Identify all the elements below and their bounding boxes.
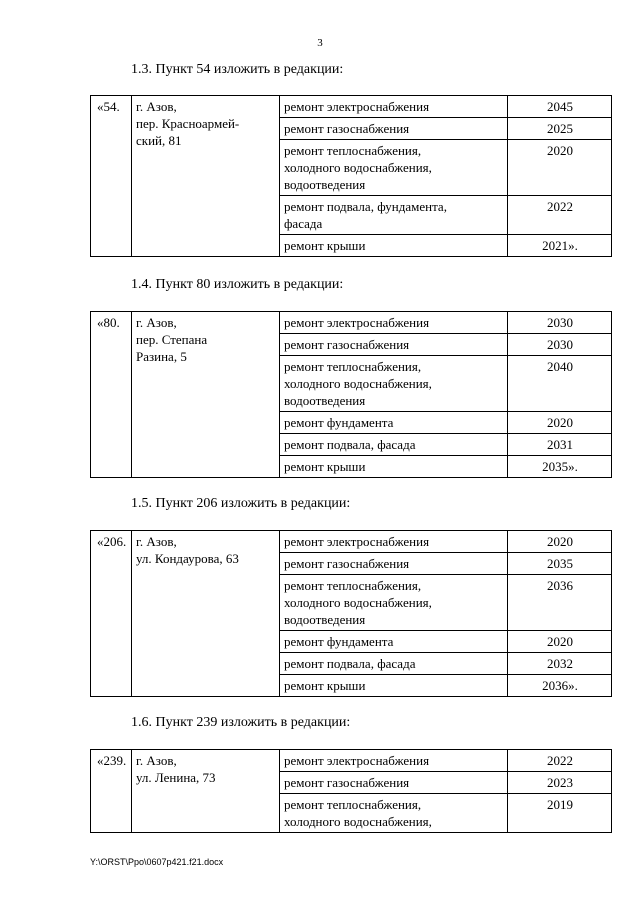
table-row bbox=[91, 750, 612, 772]
work-year: 2030 bbox=[508, 334, 612, 356]
work-year: 2035». bbox=[508, 456, 612, 478]
work-type: ремонт крыши bbox=[280, 235, 508, 257]
work-year: 2020 bbox=[508, 140, 612, 196]
table-row bbox=[91, 312, 612, 334]
section-heading-1-3: 1.3. Пункт 54 изложить в редакции: bbox=[131, 62, 344, 77]
work-type: ремонт подвала, фасада bbox=[280, 434, 508, 456]
work-type: ремонт электроснабжения bbox=[280, 531, 508, 553]
work-type: ремонт фундамента bbox=[280, 412, 508, 434]
item-address: г. Азов, ул. Ленина, 73 bbox=[132, 750, 280, 833]
work-year: 2036 bbox=[508, 575, 612, 631]
page-number: 3 bbox=[317, 37, 323, 49]
work-year: 2020 bbox=[508, 631, 612, 653]
work-year: 2040 bbox=[508, 356, 612, 412]
work-type: ремонт газоснабжения bbox=[280, 553, 508, 575]
document-path-footer: Y:\ORST\Ppo\0607p421.f21.docx bbox=[90, 857, 224, 867]
work-year: 2036». bbox=[508, 675, 612, 697]
item-number: «80. bbox=[91, 312, 132, 478]
work-type: ремонт теплоснабжения, холодного водоснабжения, водоотведения bbox=[280, 575, 508, 631]
table-item-80 bbox=[90, 311, 612, 478]
item-address: г. Азов, пер. Красноармей- ский, 81 bbox=[132, 96, 280, 257]
table-row bbox=[91, 531, 612, 553]
work-year: 2021». bbox=[508, 235, 612, 257]
work-type: ремонт теплоснабжения, холодного водоснабжения, водоотведения bbox=[280, 140, 508, 196]
work-type: ремонт электроснабжения bbox=[280, 312, 508, 334]
section-heading-1-4: 1.4. Пункт 80 изложить в редакции: bbox=[131, 277, 344, 292]
work-type: ремонт подвала, фундамента, фасада bbox=[280, 196, 508, 235]
work-year: 2022 bbox=[508, 196, 612, 235]
section-heading-1-6: 1.6. Пункт 239 изложить в редакции: bbox=[131, 715, 351, 730]
item-number: «206. bbox=[91, 531, 132, 697]
work-year: 2031 bbox=[508, 434, 612, 456]
work-type: ремонт крыши bbox=[280, 456, 508, 478]
work-year: 2023 bbox=[508, 772, 612, 794]
work-year: 2035 bbox=[508, 553, 612, 575]
work-type: ремонт теплоснабжения, холодного водоснабжения, водоотведения bbox=[280, 356, 508, 412]
work-year: 2045 bbox=[508, 96, 612, 118]
section-heading-1-5: 1.5. Пункт 206 изложить в редакции: bbox=[131, 496, 351, 511]
work-type: ремонт подвала, фасада bbox=[280, 653, 508, 675]
work-year: 2020 bbox=[508, 531, 612, 553]
work-type: ремонт крыши bbox=[280, 675, 508, 697]
item-number: «239. bbox=[91, 750, 132, 833]
table-item-206 bbox=[90, 530, 612, 697]
work-type: ремонт электроснабжения bbox=[280, 96, 508, 118]
work-type: ремонт электроснабжения bbox=[280, 750, 508, 772]
work-year: 2032 bbox=[508, 653, 612, 675]
work-type: ремонт газоснабжения bbox=[280, 334, 508, 356]
table-item-54 bbox=[90, 95, 612, 257]
work-type: ремонт газоснабжения bbox=[280, 772, 508, 794]
work-year: 2019 bbox=[508, 794, 612, 833]
work-year: 2022 bbox=[508, 750, 612, 772]
table-item-239 bbox=[90, 749, 612, 833]
work-type: ремонт теплоснабжения, холодного водоснабжения, bbox=[280, 794, 508, 833]
work-type: ремонт газоснабжения bbox=[280, 118, 508, 140]
item-address: г. Азов, ул. Кондаурова, 63 bbox=[132, 531, 280, 697]
table-row bbox=[91, 96, 612, 118]
work-year: 2030 bbox=[508, 312, 612, 334]
work-year: 2025 bbox=[508, 118, 612, 140]
item-address: г. Азов, пер. Степана Разина, 5 bbox=[132, 312, 280, 478]
item-number: «54. bbox=[91, 96, 132, 257]
work-type: ремонт фундамента bbox=[280, 631, 508, 653]
work-year: 2020 bbox=[508, 412, 612, 434]
